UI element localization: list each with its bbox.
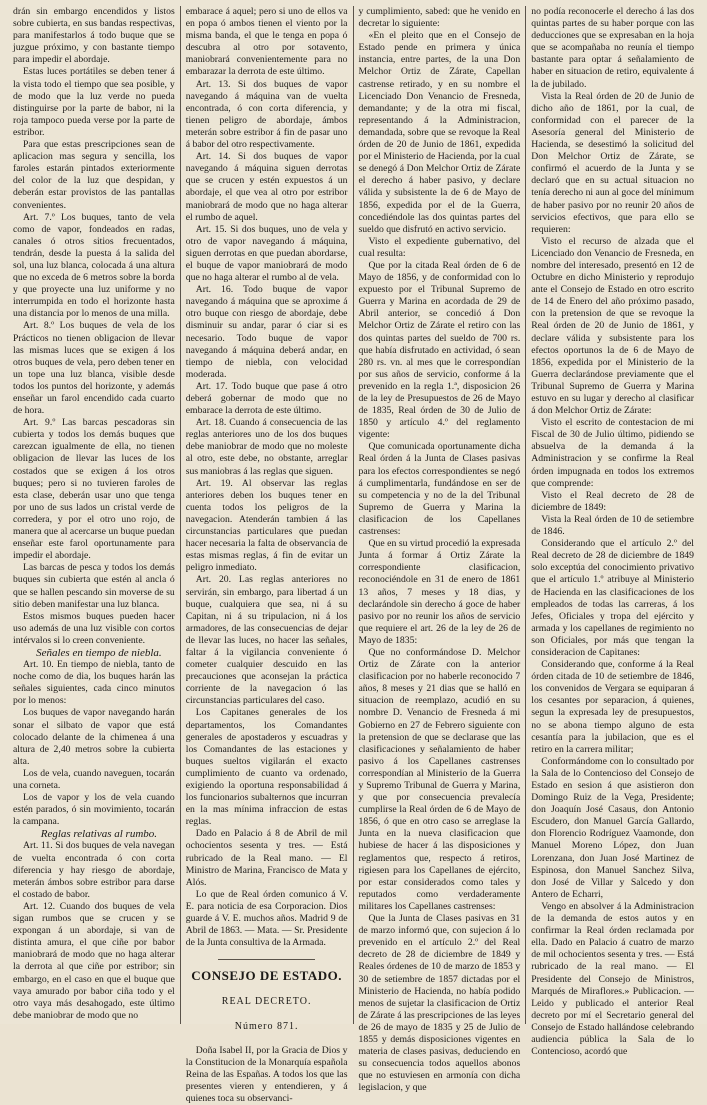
- col1-art10: Art. 10. En tiempo de niebla, tanto de noche como de dia, los buques harán las señales siguientes, cada cinco minutos por lo menos:: [13, 659, 175, 707]
- col3-para-5: Que comunicada oportunamente dicha Real órden á la Junta de Clases pasivas para los efectos correspondientes se negó á cumplimentarla, fundándose en ser de su competencia y no de la del Tribunal Supremo de Guerra y Marina la clasificacion de los Capellanes castrenses:: [358, 441, 521, 538]
- col4-para-7: Considerando que el artículo 2.º del Real decreto de 28 de diciembre de 1849 solo exceptúa del conocimiento privativo que el artículo 1.º atribuye al Ministerio de Hacienda en las clasificaciones de los empleados de todas las carreras, á los Jefes, Oficiales y tropa del ejército y armada y los capellanes de regimiento no son Oficiales, por más que tengan la consideracion de Capitanes:: [531, 538, 694, 658]
- col1-para-8: Los de vapor y los de vela cuando estén parados, ó sin movimiento, tocarán la campana.: [13, 792, 175, 828]
- column-3: [354, 6, 527, 1094]
- col2-art15: Art. 15. Si dos buques, uno de vela y otro de vapor navegando á máquina, siguen derrotas en que puedan abordarse, el buque de vapor maniobrará de modo que no haga alterar el rumbo al de vela.: [185, 223, 348, 284]
- col1-section-title-2: Reglas relativas al rumbo.: [40, 828, 158, 841]
- col1-art12: Art. 12. Cuando dos buques de vela sigan rumbos que se crucen y se expongan á un abordaje, si van de distinta amura, el que ciñe por babor maniobrará de modo que no haga alterar la derrota al que ciñe por estribor; sin embargo, en el caso en que el buque que vaya amurado por babor ciña todo y el otro vaya más desahogado, este último debe maniobrar de modo que no: [13, 900, 175, 1021]
- col1-para-5: Estos mismos buques pueden hacer uso además de una luz visible con cortos intérvalos si lo creen conveniente.: [13, 610, 175, 646]
- col3-para-2: «En el pleito que en el Consejo de Estado pende en primera y única instancia, entre partes, de la una Don Melchor Ortiz de Zárate, Capellan castrense retirado, y en su nombre el Licenciado Don Venancio de Fresneda, demandante; y de la otra mi fiscal, representando á la Administracion, demandada, sobre que se revoque la Real órden de 20 de Junio de 1861, expedida por el Ministerio de Hacienda, por la cual se denegó á Don Melchor Ortiz de Zárate el derecho á haber pasivo, y declare válida y subsistente la de 6 de Mayo de 1856, expedida por el de la Guerra, concediéndole las dos quintas partes del sueldo que disfrutó en activo servicio.: [358, 30, 521, 235]
- col2-art16: Art. 16. Todo buque de vapor navegando á máquina que se aproxime á otro buque con riesgo de abordaje, debe disminuir su andar, parar ó ciar si es necesario. Todo buque de vapor navegando á máquina deberá andar, en tiempo de niebla, con velocidad moderada.: [185, 284, 348, 380]
- column-1: [8, 6, 181, 1024]
- col3-para-7: Que no conformándose D. Melchor Ortiz de Zárate con la anterior clasificacion por no haberle reconocido 7 años, 8 meses y 21 dias que se halló en situacion de reemplazo, acudió en su nombre D. Venancio de Fresneda á mi Gobierno en 27 de Febrero siguiente con la pretension de que se declarase que las clasificaciones y señalamiento de haber pasivo á los Capellanes castrenses correspondían al Ministerio de la Guerra y Supremo Tribunal de Guerra y Marina, y que por consecuencia prevalecía cumplirse la Real órden de 6 de Mayo de 1856, ó que en otro caso se arreglase la Junta en la nueva clasificacion que hubiese de hacer á las disposiciones y reglamentos que, respecto á retiros, rigiesen para los Capellanes de ejército, por estar considerados como tales y reputados como verdaderamente militares los Capellanes castrenses:: [358, 646, 521, 912]
- col1-art9: Art. 9.º Las barcas pescadoras sin cubierta y todos los demás buques que carezcan igualmente de ella, no tienen obligacion de llevar las luces de los costados que se exigen á los otros buques; pero si no tuvieren faroles de esta clase, deberán usar uno que tenga por uno de sus lados un cristal verde de corredera, y por el otro uno rojo, de manera que al acercarse un buque puedan enseñar este farol oportunamente para impedir el abordaje.: [13, 417, 175, 562]
- col4-para-4: Visto el escrito de contestacion de mi Fiscal de 30 de Julio último, pidiendo se absuelva de la demanda á la Administracion y se confirme la Real órden impugnada en todos los extremos que comprende:: [531, 417, 694, 489]
- col4-para-3: Visto el recurso de alzada que el Licenciado don Venancio de Fresneda, en nombre del interesado, presentó en 12 de Octubre en dicho Ministerio y reprodujo ante el Consejo de Estado en otro escrito de 14 de Enero del año próximo pasado, con la pretension de que se revoque la Real órden de 20 de Junio de 1861, y declare válida y subsistente para los efectos oportunos la de 6 de Mayo de 1856, expedida por el Ministerio de la Guerra declarándose previamente que el Tribunal Supremo de Guerra y Marina estuvo en su lugar y derecho al clasificar á don Melchor Ortiz de Zárate:: [531, 235, 694, 417]
- col1-para-4: Las barcas de pesca y todos los demás buques sin cubierta que estén al ancla ó que se hallen pescando sin moverse de su sitio deben manifestar una luz blanca.: [13, 562, 175, 610]
- col2-art19: Art. 19. Al observar las reglas anteriores deben los buques tener en cuenta todos los peligros de la navegacion. Atenderán tambien á las circunstancias particulares que puedan hacer necesaria la falta de observancia de estas mismas reglas, á fin de evitar un peligro inmediato.: [185, 477, 348, 574]
- col3-para-3: Visto el expediente gubernativo, del cual resulta:: [358, 235, 521, 259]
- column-4: [526, 6, 699, 1058]
- col1-para-1: drán sin embargo encendidos y listos sobre cubierta, en sus bandas respectivas, para manifestarlos á todo buque que se juzgue próximo, y con bastante tiempo para impedir el abordaje.: [13, 6, 175, 66]
- col4-para-6: Vista la Real órden de 10 de setiembre de 1846.: [531, 513, 694, 538]
- col4-para-5: Visto el Real decreto de 28 de diciembre de 1849:: [531, 489, 694, 513]
- col1-para-6: Los buques de vapor navegando harán sonar el silbato de vapor que está colocado delante de la chimenea á una altura de 2,40 metros sobre la cubierta alta.: [13, 707, 175, 767]
- col1-para-2: Estas luces portátiles se deben tener á la vista todo el tiempo que sea posible, y de modo que la luz verde no pueda distinguirse por la parte de babor, ni la roja tampoco pueda verse por la parte de estribor.: [13, 66, 175, 138]
- col3-para-6: Que en su virtud procedió la expresada Junta á formar á Ortiz Zárate la correspondiente clasificacion, reconociéndole en 31 de enero de 1861 13 años, 7 meses y 18 dias, y declarándole sin derecho á goce de haber pasivo por no reunir los años de servicio que requiere el art. 26 de la ley de 26 de Mayo de 1835:: [358, 538, 521, 646]
- col2-art20: Art. 20. Las reglas anteriores no servirán, sin embargo, para libertad á un buque, cualquiera que sea, ni á su Capitan, ni á su tripulacion, ni á los armadores, de las consecuencias de dejar de llevar las luces, no hacer las señales, faltar á la vigilancia conveniente ó cometer cualquier descuido en las precauciones que aconsejan la práctica corriente de la navegacion ó las circunstancias particulares del caso.: [185, 574, 348, 707]
- col1-para-7: Los de vela, cuando naveguen, tocarán una corneta.: [13, 767, 175, 791]
- divider: [218, 959, 315, 960]
- decree-number: Número 871.: [234, 1020, 299, 1032]
- col4-para-10: Vengo en absolver á la Administracion de la demanda de estos autos y en confirmar la Real órden reclamada por ella. Dado en Palacio á cuatro de marzo de mil ochocientos sesenta y tres. — Está rubricado de la real mano. — El Presidente del Consejo de Ministros, Marqués de Miraflores.» Publicacion. — Leido y publicado el anterior Real decreto por mí el Secretario general del Consejo de Estado hallándose celebrando audiencia pública la Sala de lo Contencioso, acordó que: [531, 900, 694, 1058]
- col2-art18: Art. 18. Cuando á consecuencia de las reglas anteriores uno de los dos buques debe maniobrar de modo que no moleste al otro, este debe, no obstante, arreglar sus maniobras á las reglas que siguen.: [185, 417, 348, 477]
- col2-art13: Art. 13. Si dos buques de vapor navegando á máquina van de vuelta encontrada, ó con corta diferencia, y tienen peligro de abordaje, ámbos meterán sobre estribor á fin de pasar uno á babor del otro respectivamente.: [185, 78, 348, 151]
- col4-para-1: no podía reconocerle el derecho á las dos quintas partes de su haber porque con las deducciones que se expresaban en la hoja que se acompañaba no reunía el tiempo bastante para optar á señalamiento de haber en situacion de retiro, equivalente á la de jubilado.: [531, 6, 694, 90]
- col4-para-9: Conformándome con lo consultado por la Sala de lo Contencioso del Consejo de Estado en sesion á que asistieron don Domingo Ruiz de la Vega, Presidente; don Joaquín José Casaus, don Antonio Escudero, don Manuel García Gallardo, don Florencio Rodríguez Vaamonde, don Manuel Moreno López, don Juan Lorenzana, don Juan José Martinez de Espinosa, don Manuel Sanchez Silva, don José de Villar y Salcedo y don Antero de Echarri,: [531, 755, 694, 900]
- col2-para-4: Lo que de Real órden comunico á V. E. para noticia de esa Corporacion. Dios guarde á V. E. muchos años. Madrid 9 de Abril de 1863. — Mata. — Sr. Presidente de la Junta consultiva de la Armada.: [185, 888, 348, 949]
- col2-art14: Art. 14. Si dos buques de vapor navegando á máquina siguen derrotas que se crucen y estén expuestos á un abordaje, el que vea al otro por estribor maniobrará de modo que no haga alterar el rumbo de aquel.: [185, 151, 348, 223]
- col1-section-title-1: Señales en tiempo de niebla.: [36, 646, 162, 659]
- col1-art8: Art. 8.º Los buques de vela de los Prácticos no tienen obligacion de llevar las mismas luces que se exigen á los otros buques de vela, pero deben tener en un tope una luz blanca, visible desde todos los puntos del horizonte, y además enseñar un farol encendido cada cuarto de hora.: [13, 320, 175, 417]
- col1-art7: Art. 7.º Los buques, tanto de vela como de vapor, fondeados en radas, canales ó otros sitios frecuentados, tendrán, desde la puesta á la salida del sol, una luz blanca, colocada á una altura que no exceda de 6 metros sobre la borda y que proyecte una luz uniforme y no interrumpida en todo el horizonte hasta una distancia por lo menos de una milla.: [13, 211, 175, 320]
- col4-para-2: Vista la Real órden de 20 de Junio de dicho año de 1861, por la cual, de conformidad con el parecer de la Asesoría general del Ministerio de Hacienda, se desestimó la solicitud del Don Melchor Ortiz de Zárate, se confirmó el acuerdo de la Junta y se declaró que en su actual situacion no tenía derecho ni aun al goce del mínimum de haber pasivo por no reunir 20 años de servicios efectivos, que para ello se requieren:: [531, 90, 694, 235]
- col2-art17: Art. 17. Todo buque que pase á otro deberá gobernar de modo que no embarace la derrota de este último.: [185, 380, 348, 417]
- section-heading: CONSEJO DE ESTADO.: [191, 968, 342, 984]
- decree-label: REAL DECRETO.: [221, 996, 312, 1008]
- col1-art11: Art. 11. Si dos buques de vela navegan de vuelta encontrada ó con corta diferencia y hay riesgo de abordaje, meterán ámbos sobre estribor para darse el costado de babor.: [13, 840, 175, 900]
- column-2: [181, 6, 354, 1104]
- col1-para-3: Para que estas prescripciones sean de aplicacion mas segura y sencilla, los faroles estarán pintados exteriormente del color de la luz que despidan, y deberán estar provistos de las pantallas convenientes.: [13, 139, 175, 211]
- col4-para-8: Considerando que, conforme á la Real órden citada de 10 de setiembre de 1846, los convenidos de Vergara se equiparan á los cesantes por separacion, á quienes, segun la expresada ley de presupuestos, no se abona tiempo alguno de esta cesantía para la jubilacion, que es el retiro en la carrera militar;: [531, 659, 694, 755]
- col3-para-4: Que por la citada Real órden de 6 de Mayo de 1856, y de conformidad con lo expuesto por el Tribunal Supremo de Guerra y Marina en acordada de 29 de Abril anterior, se concedió á Don Melchor Ortiz de Zárate el retiro con las dos quintas partes del sueldo de 700 rs. que había disfrutado en actividad, ó sean 280 rs. vn. al mes que le correspondían por sus años de servicio, conforme á la prevenido en la regla 1.ª, disposicion 26 de la ley de Presupuestos de 26 de Mayo de 1835, Real órden de 30 de Julio de 1850 y artículo 4.º del reglamento vigente:: [358, 259, 521, 441]
- col3-para-8: Que la Junta de Clases pasivas en 31 de marzo informó que, con sujecion á lo prevenido en el artículo 2.º del Real decreto de 28 de diciembre de 1849 y Reales órdenes de 10 de marzo de 1853 y 30 de setiembre de 1857 dictadas por el Ministerio de Hacienda, no había podido menos de sujetar la clasificacion de Ortiz de Zárate á las prescripciones de las leyes de 26 de mayo de 1835 y 25 de Julio de 1855 y demás disposiciones vigentes en materia de clases pasivas, deduciendo en su consecuencia todos aquellos abonos que no estuviesen en armonía con dicha legislacion, y que: [358, 913, 521, 1094]
- col3-para-1: y cumplimiento, sabed: que he venido en decretar lo siguiente:: [358, 6, 521, 30]
- col2-para-3: Dado en Palacio á 8 de Abril de mil ochocientos sesenta y tres. — Está rubricado de la Real mano. — El Ministro de Marina, Francisco de Mata y Alós.: [185, 828, 348, 888]
- col2-para-5: Doña Isabel II, por la Gracia de Dios y la Constitucion de la Monarquía española Reina de las Españas. A todos los que las presentes vieren y entendieren, y á quienes toca su observanci-: [185, 1044, 348, 1104]
- col2-para-1: embarace á aquel; pero si uno de ellos va en popa ó ambos tienen el viento por la misma banda, el que le tenga en popa ó descubra al otro por sotavento, maniobrará convenientemente para no embarazar la derrota de este último.: [185, 6, 348, 78]
- col2-para-2: Los Capitanes generales de los departamentos, los Comandantes generales de apostaderos y escuadras y los Comandantes de las estaciones y buques sueltos vigilarán el exacto cumplimiento de cuanto va ordenado, exigiendo la oportuna responsabilidad á los funcionarios subalternos que incurran en la mas mínima infraccion de estas reglas.: [185, 707, 348, 828]
